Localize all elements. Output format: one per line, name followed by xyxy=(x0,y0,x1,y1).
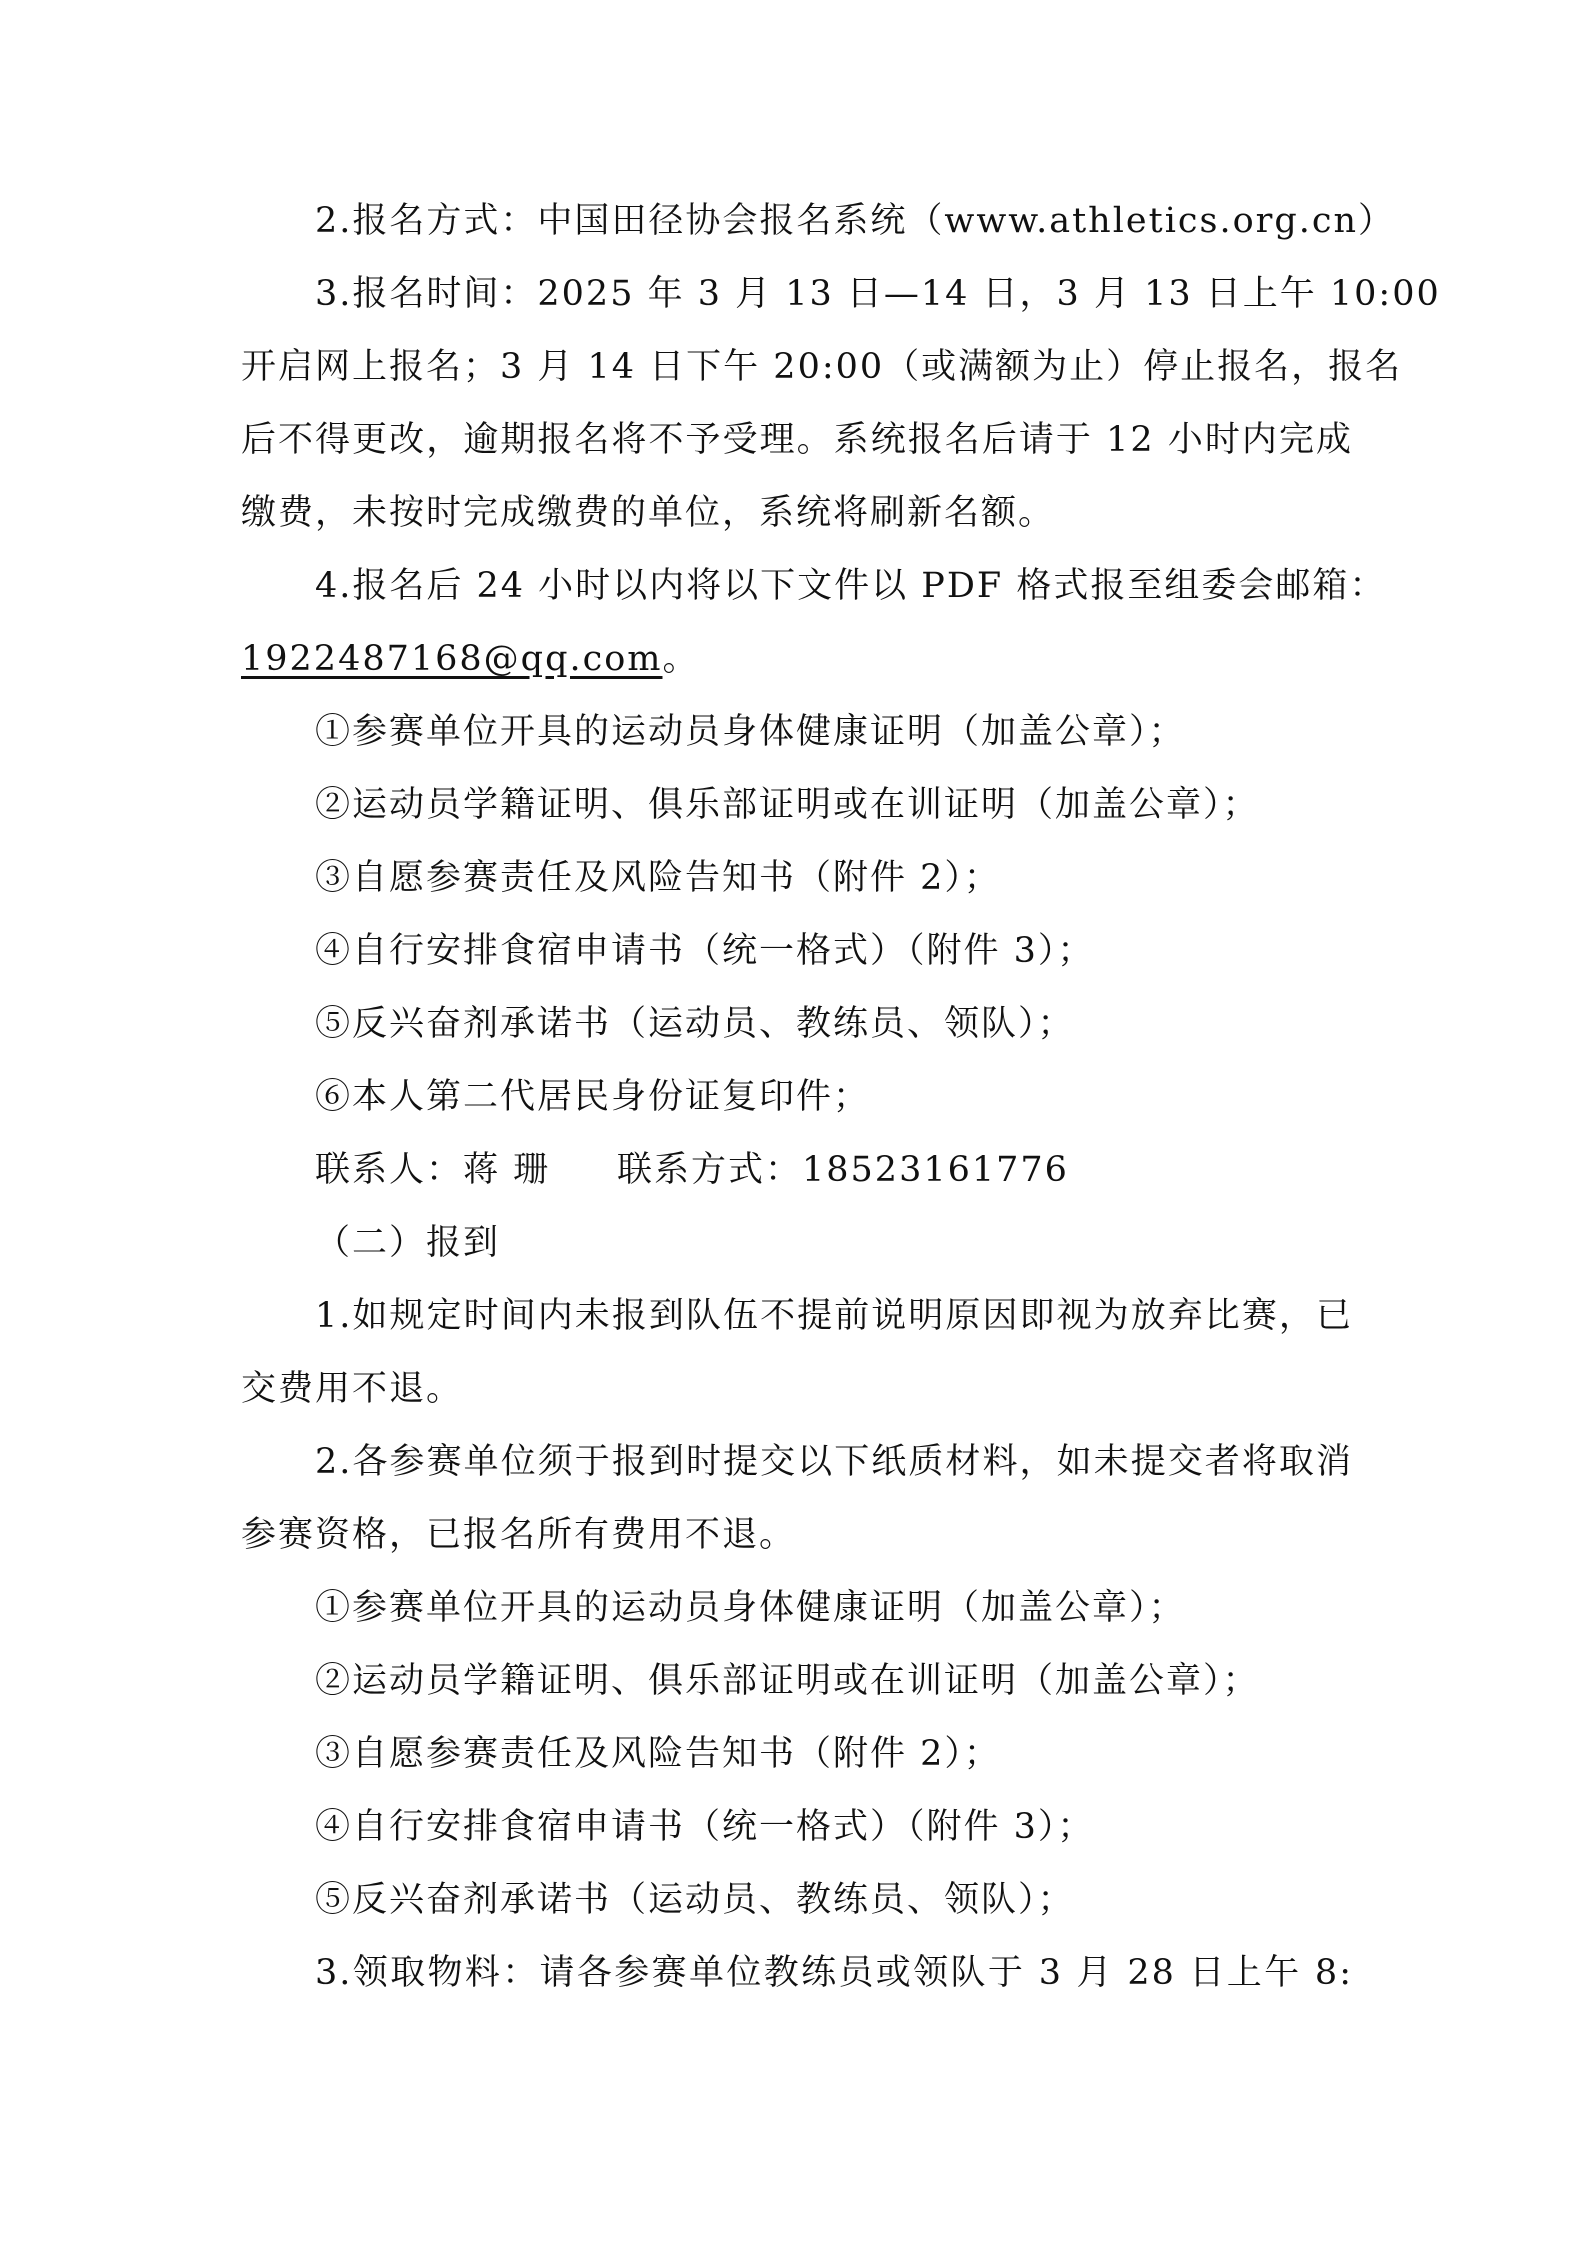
contact-line xyxy=(241,1139,1353,1212)
contact-method: 联系方式：18523161776 xyxy=(617,1150,1069,1190)
check-in-rule-continued-line: 交费用不退。 xyxy=(241,1369,464,1409)
paper-materials-continued-line: 参赛资格，已报名所有费用不退。 xyxy=(241,1515,797,1555)
payment-note-line: 缴费，未按时完成缴费的单位，系统将刷新名额。 xyxy=(241,493,1056,533)
registration-time-continued-line: 开启网上报名；3 月 14 日下午 20:00（或满额为止）停止报名，报名 xyxy=(241,347,1403,387)
list-item-student-status-2: ②运动员学籍证明、俱乐部证明或在训证明（加盖公章）； xyxy=(315,1661,1260,1701)
list-item-health-certificate-2: ①参赛单位开具的运动员身体健康证明（加盖公章）； xyxy=(315,1588,1186,1628)
contact-person: 联系人：蒋 珊 xyxy=(315,1150,551,1190)
material-pickup-line: 3.领取物料：请各参赛单位教练员或领队于 3 月 28 日上午 8: xyxy=(315,1953,1353,1993)
email-line xyxy=(241,628,1353,701)
list-item-anti-doping: ⑤反兴奋剂承诺书（运动员、教练员、领队）； xyxy=(315,1004,1075,1044)
document-submission-line: 4.报名后 24 小时以内将以下文件以 PDF 格式报至组委会邮箱： xyxy=(315,566,1387,606)
email-line-suffix: 。 xyxy=(662,639,700,679)
list-item-id-copy: ⑥本人第二代居民身份证复印件； xyxy=(315,1077,871,1117)
list-item-anti-doping-2: ⑤反兴奋剂承诺书（运动员、教练员、领队）； xyxy=(315,1880,1075,1920)
section-heading-check-in: （二）报到 xyxy=(315,1223,501,1263)
email-link[interactable]: 1922487168@qq.com xyxy=(241,639,663,679)
check-in-rule-line: 1.如规定时间内未报到队伍不提前说明原因即视为放弃比赛，已 xyxy=(315,1296,1353,1336)
list-item-student-status: ②运动员学籍证明、俱乐部证明或在训证明（加盖公章）； xyxy=(315,785,1260,825)
document-body xyxy=(241,190,1441,2015)
registration-method-line: 2.报名方式：中国田径协会报名系统（www.athletics.org.cn） xyxy=(315,201,1396,241)
list-item-accommodation-request-2: ④自行安排食宿申请书（统一格式）（附件 3）； xyxy=(315,1807,1095,1847)
list-item-risk-notice: ③自愿参赛责任及风险告知书（附件 2）； xyxy=(315,858,1001,898)
paper-materials-line: 2.各参赛单位须于报到时提交以下纸质材料，如未提交者将取消 xyxy=(315,1442,1353,1482)
list-item-accommodation-request: ④自行安排食宿申请书（统一格式）（附件 3）； xyxy=(315,931,1095,971)
registration-rules-line: 后不得更改，逾期报名将不予受理。系统报名后请于 12 小时内完成 xyxy=(241,420,1353,460)
list-item-health-certificate: ①参赛单位开具的运动员身体健康证明（加盖公章）； xyxy=(315,712,1186,752)
registration-time-line: 3.报名时间：2025 年 3 月 13 日—14 日，3 月 13 日上午 10:00 xyxy=(315,274,1441,314)
list-item-risk-notice-2: ③自愿参赛责任及风险告知书（附件 2）； xyxy=(315,1734,1001,1774)
